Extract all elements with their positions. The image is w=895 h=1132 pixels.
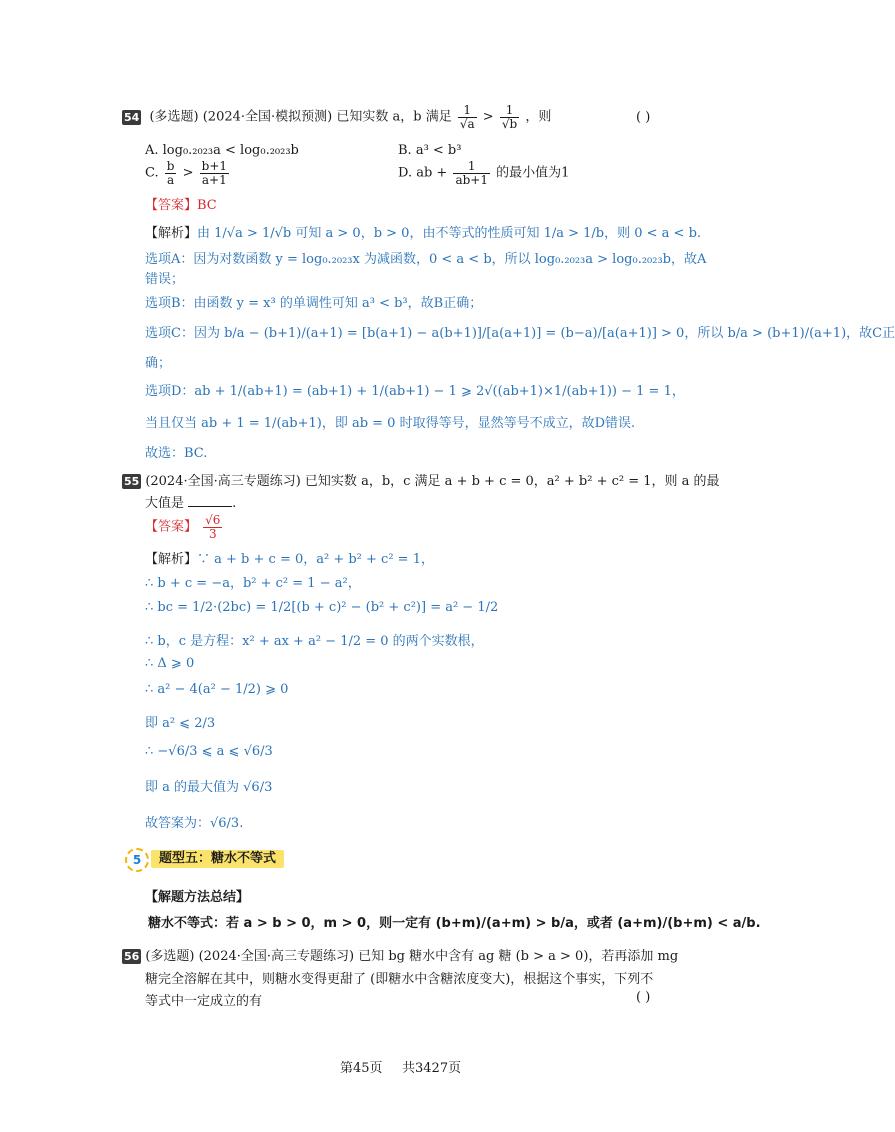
q55-answer: 【答案】 $\frac{√6}{3}$ bbox=[145, 513, 221, 541]
q54-option-b: B. a³ < b³ bbox=[398, 143, 462, 158]
q55-answer-blank bbox=[188, 496, 232, 507]
method-text: 糖水不等式：若 a > b > 0，m > 0，则一定有 (b+m)/(a+m) > b/a，或者 (a+m)/(b+m) < a/b. bbox=[148, 916, 761, 931]
q56-line-3: 等式中一定成立的有 bbox=[145, 994, 263, 1009]
q56-line-1: 56 (多选题) (2024·全国·高三专题练习) 已知 bg 糖水中含有 ag 糖 (b > a > 0)，若再添加 mg bbox=[124, 949, 679, 964]
q55-analysis-line-7: 即 a² ⩽ 2/3 bbox=[145, 716, 216, 731]
q54-option-d: D. ab + $\frac{1}{ab+1}$ 的最小值为1 bbox=[398, 159, 570, 187]
q54-analysis-line-4: 选项B：由函数 y = x³ 的单调性可知 a³ < b³，故B正确； bbox=[145, 296, 483, 311]
q56-number: 56 bbox=[124, 950, 140, 963]
q54-analysis-line-8: 当且仅当 ab + 1 = 1/(ab+1)，即 ab = 0 时取得等号，显然等号不成立，故D错误. bbox=[145, 416, 636, 431]
q54-analysis-line-9: 故选：BC. bbox=[145, 446, 208, 461]
q54-number: 54 bbox=[124, 110, 140, 124]
q56-answer-bracket: ( ) bbox=[636, 990, 651, 1005]
q56-line-2: 糖完全溶解在其中，则糖水变得更甜了 (即糖水中含糖浓度变大)，根据这个事实，下列不 bbox=[145, 972, 654, 987]
q54-analysis-line-7: 选项D：ab + 1/(ab+1) = (ab+1) + 1/(ab+1) − 1 ⩾ 2√((ab+1)×1/(ab+1)) − 1 = 1， bbox=[145, 384, 685, 399]
q54-analysis-line-5: 选项C：因为 b/a − (b+1)/(a+1) = [b(a+1) − a(b+1)]/[a(a+1)] = (b−a)/[a(a+1)] > 0，所以 b/a > (b+1)/(a+1)，故C正 bbox=[145, 326, 895, 341]
section-number-badge: 5 bbox=[125, 848, 149, 872]
q54-answer-bracket: ( ) bbox=[636, 110, 651, 125]
q54-answer: 【答案】BC bbox=[145, 198, 217, 213]
q54-option-a: A. log₀.₂₀₂₃a < log₀.₂₀₂₃b bbox=[145, 143, 299, 158]
method-title: 【解题方法总结】 bbox=[145, 890, 250, 905]
section-header bbox=[125, 848, 295, 872]
section-title: 题型五：糖水不等式 bbox=[151, 850, 284, 868]
q54-analysis-line-2: 选项A：因为对数函数 y = log₀.₂₀₂₃x 为减函数，0 < a < b，所以 log₀.₂₀₂₃a > log₀.₂₀₂₃b，故A bbox=[145, 252, 707, 267]
q55-analysis-line-4: ∴ b，c 是方程：x² + ax + a² − 1/2 = 0 的两个实数根， bbox=[145, 634, 484, 649]
q55-analysis-line-8: ∴ −√6/3 ⩽ a ⩽ √6/3 bbox=[145, 744, 273, 759]
q55-analysis-line-6: ∴ a² − 4(a² − 1/2) ⩾ 0 bbox=[145, 682, 289, 697]
q54-analysis-line-3: 错误； bbox=[145, 272, 185, 287]
q55-analysis-line-9: 即 a 的最大值为 √6/3 bbox=[145, 780, 273, 795]
q55-analysis-line-2: ∴ b + c = −a，b² + c² = 1 − a²， bbox=[145, 576, 361, 591]
q55-number: 55 bbox=[124, 475, 140, 488]
page-number: 第45页 bbox=[340, 1061, 383, 1076]
q54-analysis-line-6: 确； bbox=[145, 356, 172, 371]
q55-stem: 55 (2024·全国·高三专题练习) 已知实数 a，b，c 满足 a + b + c = 0，a² + b² + c² = 1，则 a 的最 bbox=[124, 474, 720, 489]
q54-analysis-line-1: 【解析】由 1/√a > 1/√b 可知 a > 0，b > 0，由不等式的性质可知 1/a > 1/b，则 0 < a < b. bbox=[145, 226, 702, 241]
q54-option-c: C. $\frac{b}{a}$ > $\frac{b+1}{a+1}$ bbox=[145, 159, 228, 187]
q55-stem-line-2: 大值是 . bbox=[145, 496, 237, 511]
q55-analysis-line-10: 故答案为：√6/3. bbox=[145, 816, 244, 831]
q54-stem: 54 (多选题) (2024·全国·模拟预测) 已知实数 a，b 满足 $\frac{1}{√a}$ > $\frac{1}{√b}$ ，则 bbox=[124, 103, 552, 131]
page-total: 共3427页 bbox=[402, 1061, 462, 1076]
q55-analysis-line-1: 【解析】∵ a + b + c = 0，a² + b² + c² = 1， bbox=[145, 552, 434, 567]
q55-analysis-line-3: ∴ bc = 1/2·(2bc) = 1/2[(b + c)² − (b² + c²)] = a² − 1/2 bbox=[145, 600, 499, 615]
q55-analysis-line-5: ∴ Δ ⩾ 0 bbox=[145, 656, 195, 671]
